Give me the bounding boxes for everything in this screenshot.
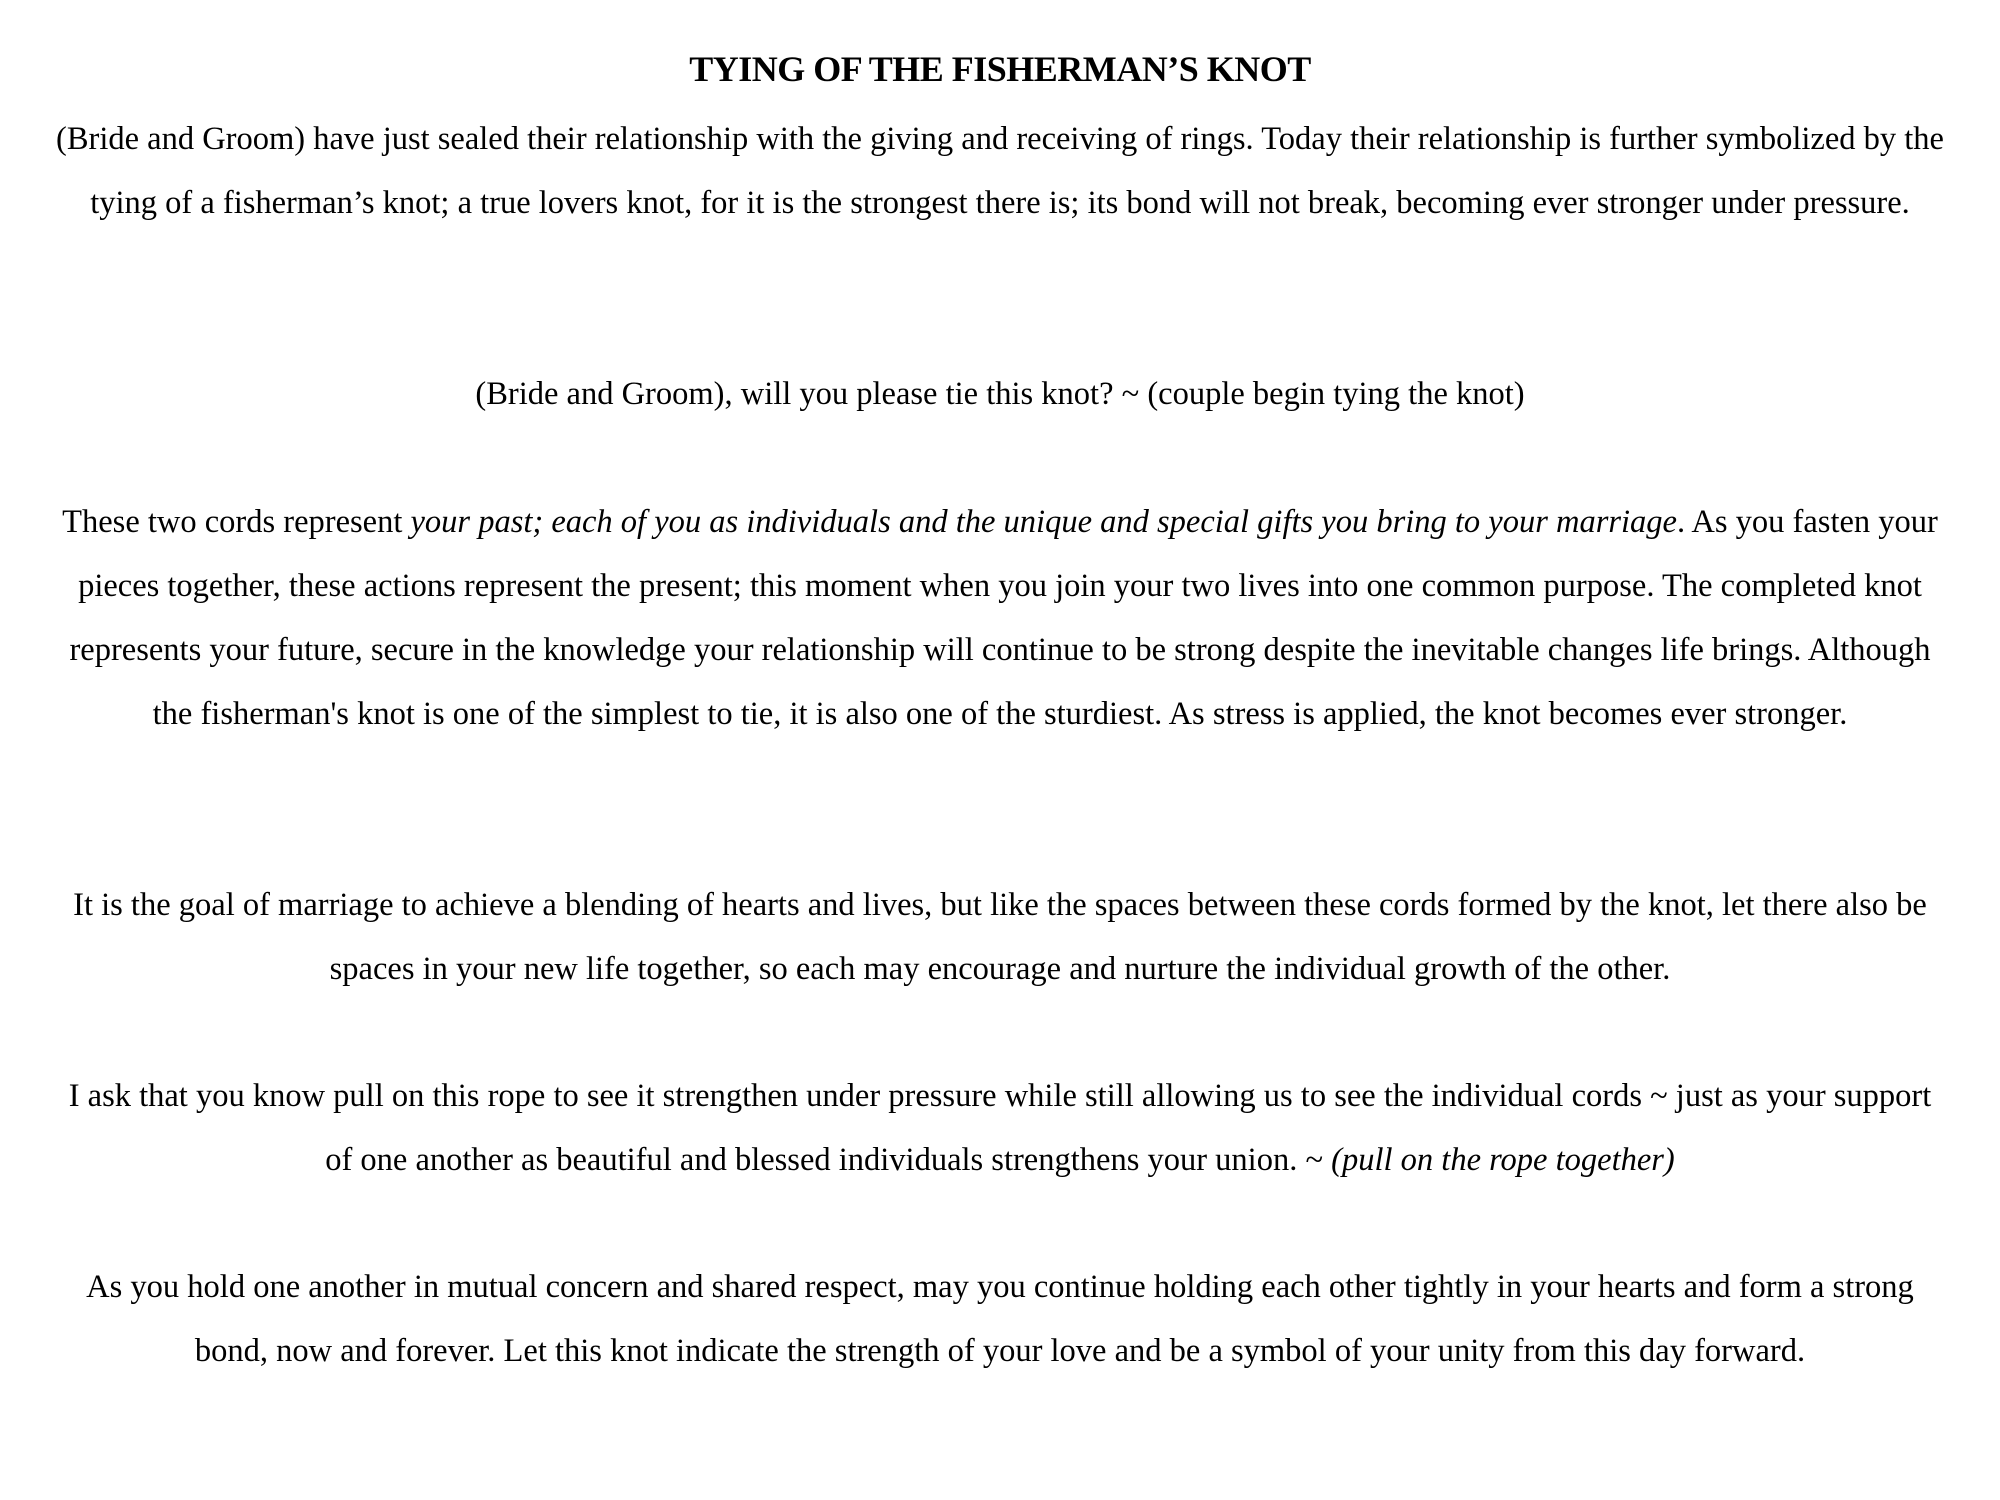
two-cords-italic: your past; each of you as individuals and the unique and special gifts you bring to your marriage (410, 504, 1677, 540)
document-title: TYING OF THE FISHERMAN’S KNOT (689, 49, 1311, 89)
paragraph-rings: (Bride and Groom) have just sealed their relationship with the giving and receiving of rings. Today their relationship is further symbolized by the tying of a fisherman’s knot; a true lovers knot, for it is the strongest there is; its bond will not break, becoming ever stronger under pressure. (56, 121, 1944, 221)
paragraph-pull-rope (55, 1064, 1945, 1192)
paragraph-two-cords (55, 490, 1945, 746)
pull-rope-italic: (pull on the rope together) (1331, 1142, 1675, 1178)
paragraph-tie-request: (Bride and Groom), will you please tie this knot? ~ (couple begin tying the knot) (475, 376, 1525, 412)
paragraph-goal-of-marriage: It is the goal of marriage to achieve a blending of hearts and lives, but like the spaces between these cords formed by the knot, let there also be spaces in your new life together, so each may encourage and nurture the individual growth of the other. (73, 887, 1927, 987)
paragraph-closing: As you hold one another in mutual concern and shared respect, may you continue holding each other tightly in your hearts and form a strong bond, now and forever. Let this knot indicate the strength of your love and be a symbol of your unity from this day forward. (86, 1269, 1914, 1369)
two-cords-rest: . As you fasten your pieces together, these actions represent the present; this moment when you join your two lives into one common purpose. The completed knot represents your future, secure in the knowledge your relationship will continue to be strong despite the inevitable changes life brings. Although the fisherman's knot is one of the simplest to tie, it is also one of the sturdiest. As stress is applied, the knot becomes ever stronger. (69, 504, 1938, 732)
two-cords-lead: These two cords represent (62, 504, 411, 540)
pull-rope-text: I ask that you know pull on this rope to see it strengthen under pressure while still allowing us to see the individual cords ~ just as your support of one another as beautiful and blessed individuals strengthens your union. ~ (68, 1078, 1932, 1178)
